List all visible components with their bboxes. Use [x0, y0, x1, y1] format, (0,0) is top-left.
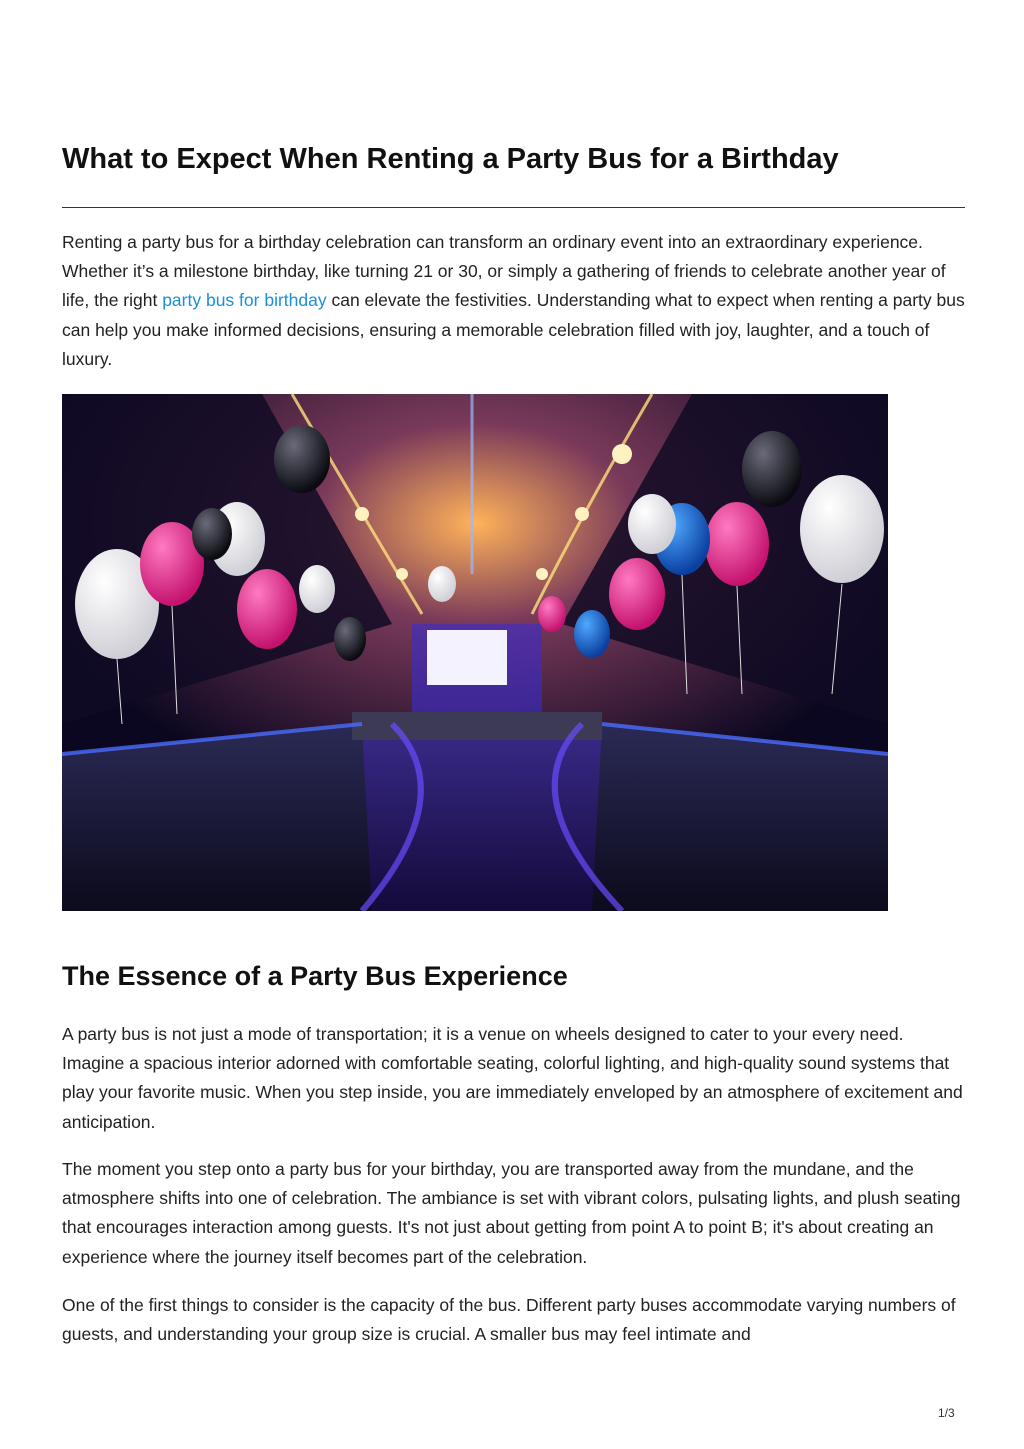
intro-text-after-link: can elevate the festivities. Understanding what to expect when renting a party bus can help you make informed decisions, ensuring a memorable celebration filled with joy, laughter, and a touch of luxury. [62, 290, 965, 369]
title-divider [62, 207, 965, 208]
body-paragraph-3: One of the first things to consider is the capacity of the bus. Different party buses accommodate varying numbers of guests, and understanding your group size is crucial. A smaller bus may feel intimate and [62, 1295, 956, 1345]
page-title: What to Expect When Renting a Party Bus for a Birthday [62, 143, 839, 175]
body-paragraph-2: The moment you step onto a party bus for your birthday, you are transported away from the mundane, and the atmosphere shifts into one of celebration. The ambiance is set with vibrant colors, pulsating lights, and plush seating that encourages interaction among guests. It's not just about getting from point A to point B; it's about creating an experience where the journey itself becomes part of the celebration. [62, 1159, 961, 1267]
intro-text-before-link: Renting a party bus for a birthday celebration can transform an ordinary event into an extraordinary experience. Whether it’s a milestone birthday, like turning 21 or 30, or simply a gathering of friends to celebrate another year of life, the right [62, 232, 946, 311]
page-number: 1/3 [938, 1406, 955, 1420]
party-bus-interior-image [62, 394, 888, 911]
section-heading: The Essence of a Party Bus Experience [62, 961, 568, 991]
body-paragraph-1: A party bus is not just a mode of transportation; it is a venue on wheels designed to cater to your every need. Imagine a spacious interior adorned with comfortable seating, colorful lighting, and high-quality sound systems that play your favorite music. When you step inside, you are immediately enveloped by an atmosphere of excitement and anticipation. [62, 1024, 963, 1132]
party-bus-link[interactable]: party bus for birthday [162, 290, 327, 311]
intro-paragraph [62, 228, 965, 374]
